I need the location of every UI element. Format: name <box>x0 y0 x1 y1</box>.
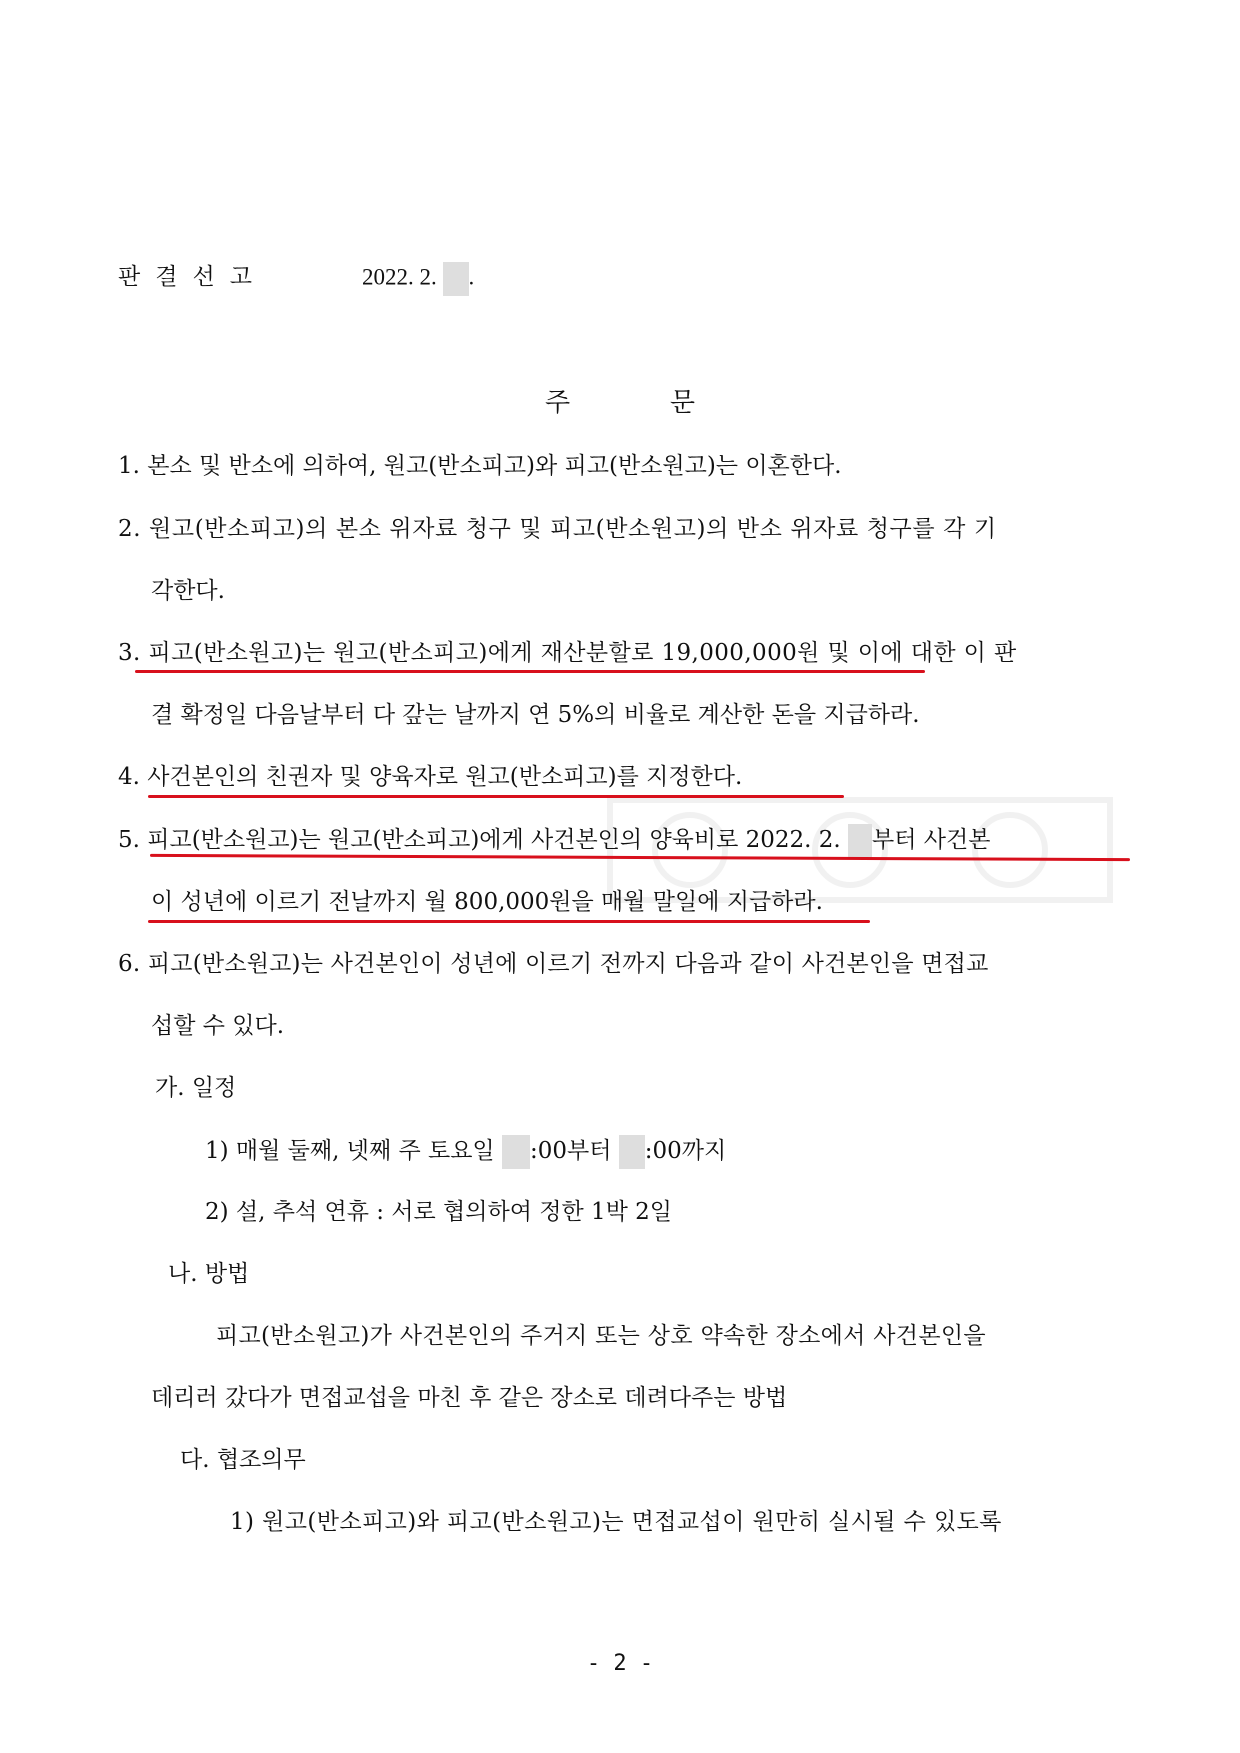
page-number: - 2 - <box>586 1651 654 1676</box>
sentence-date-text: 2022. 2. <box>362 264 443 290</box>
order-item-5-text-end: 부터 사건본 <box>872 827 991 853</box>
method-line-2: 데리러 갔다가 면접교섭을 마친 후 같은 장소로 데려다주는 방법 <box>151 1385 788 1411</box>
order-item-2-line1: 2. 원고(반소피고)의 본소 위자료 청구 및 피고(반소원고)의 반소 위자료 청구를 각 기 <box>118 516 997 542</box>
cooperation-item-1: 1) 원고(반소피고)와 피고(반소원고)는 면접교섭이 원만히 실시될 수 있도록 <box>230 1509 1002 1535</box>
order-item-4: 4. 사건본인의 친권자 및 양육자로 원고(반소피고)를 지정한다. <box>118 764 743 790</box>
order-item-5-text: 5. 피고(반소원고)는 원고(반소피고)에게 사건본인의 양육비로 2022. 2. <box>118 827 849 853</box>
sentence-label-char: 선 <box>192 264 215 290</box>
schedule-item-2: 2) 설, 추석 연휴 : 서로 협의하여 정한 1박 2일 <box>205 1199 673 1225</box>
sentence-date <box>362 262 474 296</box>
red-underline <box>135 670 925 673</box>
schedule-item-1-end: :00까지 <box>644 1138 727 1164</box>
schedule-item-1-mid: :00부터 <box>529 1138 619 1164</box>
sentence-date-suffix: . <box>468 264 475 290</box>
redaction-block <box>443 262 469 296</box>
method-heading: 나. 방법 <box>168 1261 250 1287</box>
redaction-block <box>619 1135 645 1169</box>
redaction-block <box>502 1135 530 1169</box>
order-item-5-line1 <box>118 824 990 858</box>
redaction-block <box>848 824 872 858</box>
order-item-6-line1: 6. 피고(반소원고)는 사건본인이 성년에 이르기 전까지 다음과 같이 사건본인을 면접교 <box>118 951 989 977</box>
red-underline <box>148 795 844 798</box>
order-item-3-line2: 결 확정일 다음날부터 다 갚는 날까지 연 5%의 비율로 계산한 돈을 지급하라. <box>151 702 920 728</box>
schedule-item-1 <box>205 1135 726 1169</box>
sentence-label-char: 고 <box>229 264 252 290</box>
schedule-item-1-text: 1) 매월 둘째, 넷째 주 토요일 <box>205 1138 502 1164</box>
sentence-label-char: 결 <box>155 264 178 290</box>
order-item-5-line2: 이 성년에 이르기 전날까지 월 800,000원을 매월 말일에 지급하라. <box>151 889 823 915</box>
section-title <box>545 386 695 420</box>
method-line-1: 피고(반소원고)가 사건본인의 주거지 또는 상호 약속한 장소에서 사건본인을 <box>216 1323 986 1349</box>
sentence-label-char: 판 <box>118 264 141 290</box>
order-item-2-line2: 각한다. <box>151 578 225 604</box>
schedule-heading: 가. 일정 <box>155 1075 237 1101</box>
order-item-3-line1: 3. 피고(반소원고)는 원고(반소피고)에게 재산분할로 19,000,000원 및 이에 대한 이 판 <box>118 640 1017 666</box>
sentence-label <box>118 262 252 292</box>
section-title-left: 주 <box>545 388 571 418</box>
red-underline <box>148 920 870 923</box>
order-item-6-line2: 섭할 수 있다. <box>151 1013 285 1039</box>
section-title-right: 문 <box>669 388 695 418</box>
cooperation-heading: 다. 협조의무 <box>180 1447 306 1473</box>
order-item-1: 1. 본소 및 반소에 의하여, 원고(반소피고)와 피고(반소원고)는 이혼한다. <box>118 453 842 479</box>
